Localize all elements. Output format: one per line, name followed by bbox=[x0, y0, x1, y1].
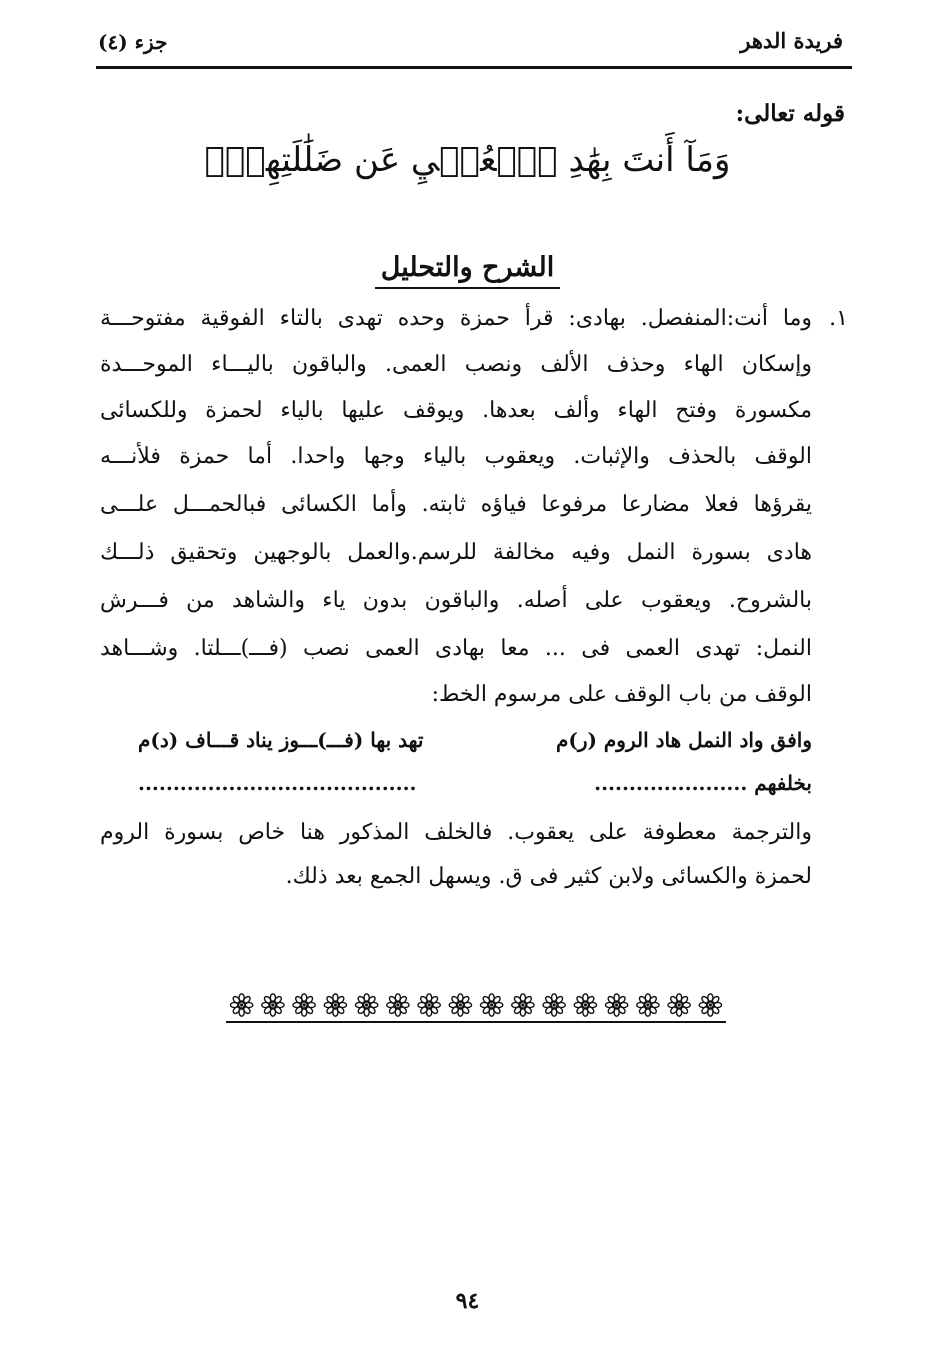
paragraph-line: مكسورة وفتح الهاء وألف بعدها. ويوقف عليها بالياء لحمزة وللكسائى bbox=[100, 398, 812, 423]
running-header-title: فريدة الدهر bbox=[740, 28, 843, 53]
floral-rosette-icon bbox=[574, 994, 596, 1016]
paragraph-line: وإسكان الهاء وحذف الألف ونصب العمى. والباقون باليـــاء الموحـــدة bbox=[100, 352, 812, 377]
section-heading bbox=[0, 252, 935, 289]
paragraph-line: يقرؤها فعلا مضارعا مرفوعا فياؤه ثابته. وأما الكسائى فبالحمـــل علـــى bbox=[100, 492, 812, 517]
floral-rosette-icon bbox=[605, 994, 627, 1016]
poem-hemistich-left: ........................................ bbox=[138, 771, 417, 795]
floral-rosette-icon bbox=[699, 994, 721, 1016]
floral-rosette-icon bbox=[355, 994, 377, 1016]
floral-rosette-icon bbox=[293, 994, 315, 1016]
poem-hemistich-left: تهد بها (فـــ)ـــوز يناد قـــاف (د)م bbox=[138, 728, 424, 752]
floral-rosette-icon bbox=[230, 994, 252, 1016]
floral-rosette-icon bbox=[480, 994, 502, 1016]
floral-rosette-icon bbox=[543, 994, 565, 1016]
floral-rosette-icon bbox=[262, 994, 284, 1016]
floral-rosette-icon bbox=[668, 994, 690, 1016]
paragraph-line: وما أنت:المنفصل. بهادى: قرأ حمزة وحده تهدى بالتاء الفوقية مفتوحـــة bbox=[100, 306, 812, 331]
floral-rosette-icon bbox=[637, 994, 659, 1016]
paragraph-line: هادى بسورة النمل وفيه مخالفة للرسم.والعمل بالوجهين وتحقيق ذلـــك bbox=[100, 540, 812, 565]
header-rule bbox=[96, 66, 852, 69]
running-header-part: جزء (٤) bbox=[98, 30, 168, 54]
verse-intro-label: قوله تعالى: bbox=[735, 100, 845, 127]
paragraph-line: والترجمة معطوفة على يعقوب. فالخلف المذكور هنا خاص بسورة الروم bbox=[100, 820, 812, 845]
paragraph-line: لحمزة والكسائى ولابن كثير فى ق. ويسهل الجمع بعد ذلك. bbox=[285, 864, 812, 889]
list-item-number: ١. bbox=[829, 306, 848, 331]
floral-rosette-icon bbox=[512, 994, 534, 1016]
poem-hemistich-right: وافق واد النمل هاد الروم (ر)م bbox=[555, 728, 812, 752]
floral-rosette-icon bbox=[324, 994, 346, 1016]
quran-verse: وَمَآ أَنتَ بِهَٰدِ ٱلۡعُمۡيِ عَن ضَلَٰلَتِهِمۡۖ bbox=[204, 140, 731, 180]
page-number: ٩٤ bbox=[455, 1288, 480, 1314]
floral-rosette-icon bbox=[418, 994, 440, 1016]
paragraph-line: بالشروح. ويعقوب على أصله. والباقون بدون ياء والشاهد من فـــرش bbox=[100, 588, 812, 613]
floral-rosette-icon bbox=[387, 994, 409, 1016]
ornamental-divider bbox=[226, 990, 726, 1026]
paragraph-line: الوقف بالحذف والإثبات. ويعقوب بالياء وجها واحدا. أما حمزة فلأنـــه bbox=[100, 444, 812, 469]
paragraph-line: النمل: تهدى العمى فى ... معا بهادى العمى نصب (فـــ)ـــلتا. وشـــاهد bbox=[100, 636, 812, 661]
floral-rosette-icon bbox=[449, 994, 471, 1016]
poem-hemistich-right: بخلفهم ...................... bbox=[594, 771, 812, 795]
section-heading-text: الشرح والتحليل bbox=[375, 252, 560, 289]
paragraph-line: الوقف من باب الوقف على مرسوم الخط: bbox=[431, 682, 812, 707]
ornament-svg bbox=[226, 990, 726, 1026]
